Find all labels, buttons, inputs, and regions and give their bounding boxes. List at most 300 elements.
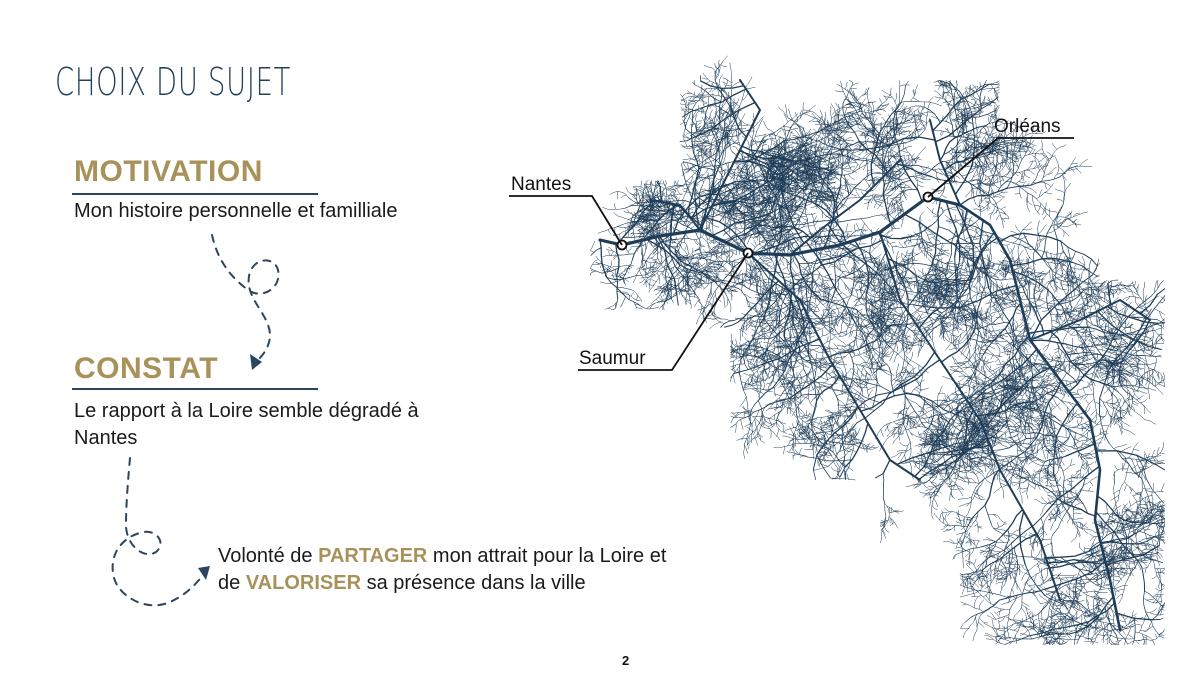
river-branch	[774, 309, 778, 310]
river-branch	[970, 226, 973, 228]
river-branch	[943, 255, 949, 257]
river-branch	[1057, 174, 1066, 175]
river-branch	[1061, 226, 1068, 227]
river-branch	[994, 266, 999, 276]
river-branch	[781, 387, 791, 388]
river-branch	[818, 291, 821, 297]
river-branch	[898, 208, 899, 216]
river-branch	[895, 180, 901, 188]
river-branch	[949, 327, 957, 332]
river-branch	[860, 173, 879, 183]
river-branch	[608, 308, 613, 310]
river-branch	[992, 326, 996, 334]
river-branch	[630, 275, 647, 278]
river-branch	[591, 263, 594, 269]
river-branch	[1065, 183, 1071, 192]
river-branch	[1050, 270, 1051, 278]
river-branch	[964, 363, 967, 368]
constat-heading: CONSTAT	[74, 352, 219, 385]
river-branch	[1041, 141, 1042, 150]
river-branch	[974, 283, 977, 287]
river-branch	[1079, 212, 1087, 214]
river-branch	[838, 253, 839, 258]
river-branch	[705, 178, 711, 179]
river-branch	[1057, 219, 1061, 222]
river-branch	[859, 244, 866, 245]
river-branch	[1033, 356, 1036, 361]
river-branch	[1031, 172, 1035, 175]
river-branch	[876, 254, 882, 258]
river-branch	[1072, 262, 1091, 272]
river-branch	[652, 280, 657, 282]
river-branch	[1002, 315, 1003, 320]
river-branch	[636, 307, 637, 308]
river-branch	[1036, 447, 1043, 454]
river-branch	[1042, 310, 1048, 311]
river-branch	[1000, 275, 1004, 277]
river-branch	[1062, 269, 1063, 274]
river-branch	[1025, 170, 1031, 171]
river-branch	[882, 90, 890, 95]
river-branch	[799, 363, 809, 368]
river-branch	[1074, 219, 1077, 222]
river-branch	[974, 371, 978, 381]
river-branch	[707, 163, 711, 165]
river-branch	[981, 307, 982, 312]
river-branch	[789, 331, 790, 338]
river-branch	[1042, 379, 1043, 385]
river-branch	[640, 279, 645, 282]
river-branch	[845, 223, 848, 232]
river-branch	[1068, 214, 1080, 218]
river-branch	[1015, 194, 1020, 195]
river-branch	[977, 277, 978, 284]
river-branch	[734, 99, 735, 109]
river-branch	[1018, 259, 1024, 260]
river-branch	[951, 336, 952, 343]
river-branch	[755, 297, 760, 298]
river-branch	[747, 324, 748, 331]
river-branch	[645, 180, 649, 184]
river-branch	[903, 123, 912, 124]
river-branch	[591, 245, 593, 250]
river-branch	[967, 259, 968, 269]
river-branch	[977, 353, 987, 355]
river-branch	[1049, 149, 1057, 161]
river-branch	[1163, 339, 1165, 341]
river-branch	[1037, 203, 1040, 212]
river-branch	[712, 224, 713, 235]
river-branch	[927, 234, 933, 236]
river-branch	[660, 294, 662, 299]
river-branch	[1043, 214, 1047, 219]
river-branch	[618, 216, 625, 218]
river-branch	[1064, 231, 1069, 236]
river-branch	[945, 337, 952, 343]
river-branch	[1026, 348, 1029, 353]
river-branch	[755, 241, 757, 246]
river-branch	[1055, 189, 1065, 193]
river-branch	[1016, 156, 1025, 173]
river-branch	[591, 271, 596, 273]
river-branch	[993, 283, 994, 291]
river-branch	[1027, 193, 1028, 205]
river-branch	[858, 271, 860, 282]
river-branch	[967, 223, 969, 230]
river-branch	[981, 313, 982, 320]
river-branch	[997, 364, 1004, 365]
river-branch	[1080, 159, 1088, 166]
river-branch	[985, 311, 986, 315]
river-branch	[1025, 154, 1036, 156]
river-branch	[899, 242, 903, 247]
river-branch	[968, 350, 970, 364]
river-branch	[828, 302, 829, 307]
river-branch	[973, 209, 980, 210]
river-branch	[981, 208, 987, 212]
river-branch	[900, 201, 904, 203]
river-branch	[1065, 213, 1071, 217]
river-branch	[968, 253, 975, 255]
river-branch	[1037, 199, 1048, 210]
river-branch	[677, 295, 679, 306]
river-branch	[666, 181, 667, 184]
volonte-accent-valoriser: VALORISER	[245, 572, 362, 594]
river-branch	[742, 233, 749, 234]
river-branch	[1047, 152, 1052, 157]
slide-title: CHOIX DU SUJET	[55, 60, 292, 104]
river-branch	[899, 86, 900, 103]
river-branch	[1007, 160, 1014, 188]
river-branch	[716, 103, 717, 113]
river-branch	[991, 268, 1000, 272]
river-branch	[1104, 387, 1109, 393]
river-branch	[629, 295, 630, 300]
river-branch	[1047, 210, 1057, 213]
river-branch	[1016, 313, 1022, 314]
river-branch	[955, 215, 957, 220]
river-branch	[740, 396, 747, 407]
river-branch	[1042, 208, 1044, 215]
river-branch	[1026, 176, 1030, 178]
river-branch	[1074, 264, 1077, 269]
river-branch	[650, 307, 659, 309]
river-branch	[844, 170, 850, 171]
constat-text-line1: Le rapport à la Loire semble dégradé à	[74, 400, 419, 422]
river-branch	[929, 317, 936, 322]
river-branch	[1042, 155, 1048, 159]
river-branch	[705, 190, 713, 191]
river-branch	[730, 251, 737, 255]
river-branch	[1050, 402, 1055, 407]
river-branch	[1083, 307, 1087, 310]
river-branch	[593, 242, 595, 246]
river-branch	[636, 296, 638, 301]
river-branch	[901, 219, 903, 227]
river-branch	[699, 193, 703, 194]
river-branch	[879, 196, 882, 199]
river-branch	[650, 279, 651, 285]
river-branch	[843, 259, 845, 265]
river-branch	[829, 264, 832, 268]
constat-text-line2: Nantes	[74, 427, 138, 449]
river-branch	[974, 367, 997, 383]
river-branch	[1042, 173, 1065, 181]
river-branch	[743, 389, 760, 390]
river-branch	[1022, 345, 1024, 350]
river-branch	[625, 281, 626, 286]
river-branch	[1014, 257, 1015, 263]
river-branch	[1036, 149, 1042, 154]
river-branch	[1007, 246, 1010, 253]
river-branch	[885, 341, 901, 342]
river-branch	[890, 312, 896, 315]
river-branch	[637, 190, 639, 198]
river-branch	[981, 360, 990, 363]
motivation-text: Mon histoire personnelle et familliale	[74, 200, 398, 222]
river-branch	[1057, 299, 1061, 300]
river-branch	[1010, 162, 1014, 163]
river-branch	[682, 193, 686, 202]
river-branch	[1012, 330, 1013, 364]
river-branch	[736, 214, 737, 218]
river-branch	[1037, 191, 1048, 199]
river-branch	[752, 244, 756, 248]
river-branch	[1040, 160, 1048, 170]
river-branch	[749, 140, 751, 148]
river-branch	[1078, 304, 1087, 308]
river-branch	[1023, 222, 1032, 230]
river-branch	[756, 117, 763, 125]
river-branch	[676, 194, 683, 195]
river-branch	[783, 309, 788, 313]
river-branch	[591, 251, 594, 253]
river-branch	[1039, 299, 1044, 301]
river-branch	[1023, 229, 1032, 230]
river-branch	[600, 264, 602, 268]
river-branch	[760, 368, 769, 375]
river-branch	[1011, 236, 1039, 255]
river-branch	[736, 350, 737, 358]
river-branch	[1036, 153, 1044, 154]
river-branch	[1027, 201, 1032, 206]
river-branch	[891, 208, 895, 209]
volonte-part1: Volonté de	[218, 545, 319, 567]
river-branch	[701, 189, 706, 190]
river-branch	[1085, 333, 1086, 341]
river-branch	[714, 180, 716, 185]
river-branch	[851, 322, 855, 331]
river-branch	[1051, 167, 1056, 171]
river-branch	[1027, 204, 1029, 212]
river-branch	[867, 202, 869, 209]
river-branch	[752, 385, 760, 386]
river-branch	[1059, 168, 1064, 173]
river-branch	[730, 63, 732, 78]
river-branch	[987, 156, 994, 157]
river-branch	[1094, 280, 1099, 284]
river-branch	[659, 297, 662, 300]
river-branch	[614, 213, 618, 216]
river-branch	[740, 125, 749, 126]
river-branch	[1072, 163, 1078, 164]
volonte-accent-partager: PARTAGER	[318, 545, 428, 567]
river-branch	[873, 197, 879, 198]
river-branch	[1071, 315, 1075, 317]
river-branch	[649, 285, 654, 286]
river-branch	[812, 311, 819, 312]
river-branch	[686, 301, 687, 305]
river-branch	[900, 355, 905, 375]
river-branch	[906, 344, 907, 354]
river-branch	[730, 378, 731, 382]
river-branch	[745, 88, 755, 89]
river-branch	[1031, 189, 1037, 194]
river-branch	[672, 298, 674, 304]
river-branch	[1035, 207, 1039, 214]
river-branch	[896, 189, 918, 197]
river-branch	[1039, 158, 1045, 162]
river-branch	[847, 260, 849, 264]
river-branch	[1048, 305, 1053, 306]
river-branch	[1028, 435, 1035, 444]
river-branch	[730, 302, 732, 312]
river-branch	[631, 293, 634, 297]
river-branch	[876, 196, 883, 197]
river-branch	[660, 180, 661, 182]
river-branch	[944, 251, 950, 254]
river-branch	[745, 77, 752, 88]
river-branch	[681, 162, 683, 164]
river-branch	[749, 325, 758, 327]
river-branch	[872, 199, 874, 203]
river-branch	[767, 318, 771, 319]
river-branch	[743, 390, 748, 412]
river-branch	[1057, 145, 1066, 150]
river-branch	[774, 388, 775, 397]
river-branch	[886, 188, 892, 190]
river-branch	[1052, 143, 1057, 149]
river-branch	[1027, 344, 1031, 348]
river-branch	[777, 286, 780, 289]
river-branch	[1019, 355, 1020, 366]
river-branch	[1057, 199, 1064, 202]
river-branch	[974, 239, 980, 240]
river-branch	[1129, 328, 1135, 330]
river-branch	[1024, 348, 1025, 353]
river-branch	[1055, 225, 1064, 231]
river-branch	[744, 294, 752, 298]
motivation-heading: MOTIVATION	[74, 155, 263, 188]
river-branch	[947, 274, 952, 279]
river-branch	[918, 311, 931, 314]
river-branch	[621, 297, 626, 307]
river-branch	[1022, 335, 1027, 336]
river-branch	[701, 151, 703, 162]
river-branch	[1050, 282, 1054, 291]
river-branch	[914, 174, 921, 177]
river-branch	[591, 270, 594, 271]
river-branch	[795, 385, 798, 391]
river-branch	[933, 400, 943, 401]
river-branch	[970, 221, 974, 223]
river-branch	[976, 371, 977, 381]
river-branch	[890, 186, 894, 188]
volonte-part2: mon attrait pour la Loire et	[427, 545, 667, 567]
river-branch	[903, 246, 915, 248]
river-branch	[966, 246, 971, 247]
river-branch	[928, 235, 934, 245]
river-branch	[734, 99, 739, 109]
river-branch	[948, 243, 980, 244]
river-branch	[727, 299, 728, 306]
river-branch	[1005, 162, 1013, 174]
river-branch	[594, 260, 598, 263]
river-branch	[1000, 233, 1061, 242]
river-branch	[1078, 311, 1079, 315]
river-branch	[995, 341, 1007, 342]
river-branch	[742, 328, 743, 337]
river-branch	[1017, 357, 1020, 361]
river-branch	[900, 85, 910, 86]
river-branch	[801, 395, 809, 404]
river-branch	[687, 299, 691, 301]
river-branch	[980, 292, 989, 293]
river-branch	[849, 331, 851, 337]
river-branch	[895, 93, 897, 102]
river-branch	[785, 378, 796, 379]
river-branch	[669, 199, 673, 200]
river-branch	[898, 165, 901, 177]
river-branch	[700, 182, 704, 192]
river-branch	[991, 315, 992, 322]
river-branch	[596, 256, 599, 260]
river-branch	[992, 314, 995, 317]
river-branch	[896, 343, 898, 352]
river-branch	[1055, 157, 1059, 166]
river-branch	[1011, 259, 1072, 266]
river-branch	[740, 114, 745, 126]
river-branch	[655, 216, 656, 221]
river-branch	[887, 198, 888, 205]
river-branch	[626, 297, 642, 307]
river-branch	[728, 291, 733, 296]
river-branch	[845, 231, 852, 232]
river-branch	[656, 271, 662, 272]
river-branch	[766, 262, 772, 264]
river-branch	[912, 154, 915, 158]
river-branch	[867, 169, 873, 171]
river-branch	[711, 151, 712, 156]
river-branch	[682, 248, 687, 254]
river-branch	[783, 268, 788, 271]
river-branch	[909, 155, 910, 161]
river-branch	[1054, 287, 1057, 294]
page-number: 2	[622, 653, 630, 668]
river-branch	[1020, 194, 1022, 199]
river-branch	[630, 289, 638, 295]
river-branch	[836, 262, 847, 276]
river-branch	[635, 299, 640, 300]
river-branch	[672, 268, 673, 273]
river-branch	[1075, 166, 1081, 173]
river-branch	[1042, 447, 1046, 460]
river-branch	[890, 198, 894, 199]
river-branch	[875, 203, 877, 208]
river-branch	[822, 255, 829, 257]
river-branch	[924, 251, 925, 256]
river-branch	[1030, 306, 1039, 307]
